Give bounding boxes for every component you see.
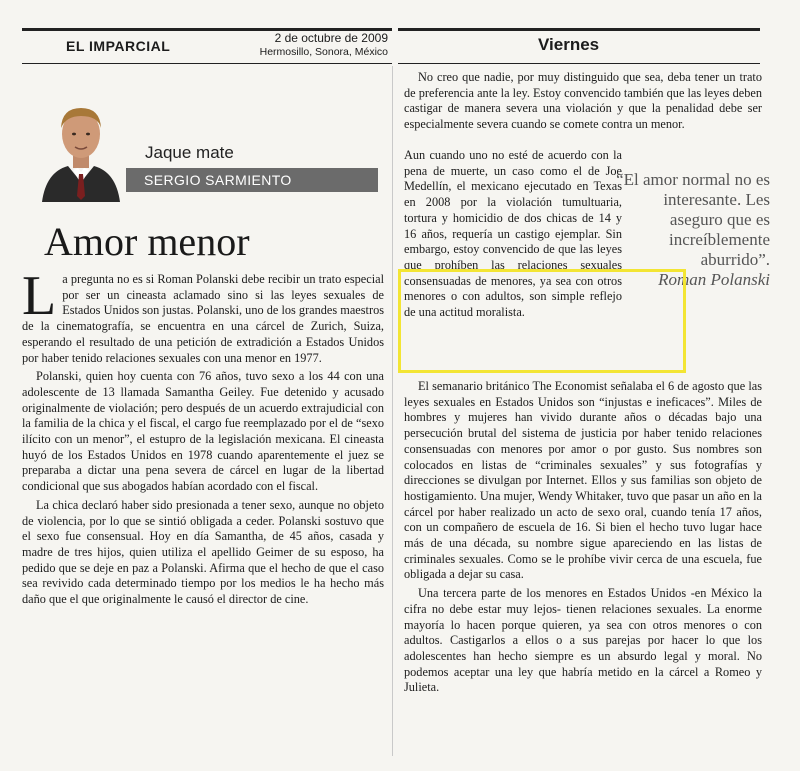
drop-cap: L [22, 265, 57, 327]
location: Hermosillo, Sonora, México [259, 46, 388, 58]
day-name: Viernes [538, 35, 600, 54]
pull-quote-author: Roman Polanski [658, 270, 770, 289]
paragraph-4: No creo que nadie, por muy distinguido que sea, deba tener un trato de preferencia ante la ley. Estoy convencido también que las leyes deben castigar de manera severa una violación y que la penalidad debe ser especialmente severa cuando se comete contra un menor. [404, 70, 762, 132]
pull-quote-text: “El amor normal no es interesante. Les aseguro que es increíblemente aburrido”. [616, 170, 770, 269]
dateline [260, 31, 388, 59]
article-column-left [22, 265, 384, 611]
column-divider [392, 66, 393, 756]
paragraph-2: Polanski, quien hoy cuenta con 76 años, tuvo sexo a los 44 con una adolescente de 13 llamada Samantha Geiley. Fue detenido y acusado originalmente de violación; pero después de un acuerdo extrajudicial con la familia de la chica y el fiscal, el cargo fue reemplazado por el de “sexo ilícito con un menor”, el estupro de la legislación mexicana. El cineasta huyó de los Estados Unidos en 1978 cuando aparentemente el juez se preparaba a dictar una pena severa de cárcel en lugar de la libertad condicional que sus abogados habían acordado con el fiscal. [22, 369, 384, 494]
headline: Amor menor [44, 219, 250, 264]
paragraph-4-continued: Aun cuando uno no esté de acuerdo con la pena de muerte, un caso como el de Joe Medellín, el mexicano ejecutado en Texas en 2008 por la violación tumultuaria, tortura y homicidio de dos chicas de 14 y 16 años, requería un castigo ejemplar. Sin embargo, estoy convencido de que las leyes que prohíben las relaciones sexuales consensuadas de menores, ya sea con otros menores o con adultos, son simple reflejo de una actitud moralista. [404, 148, 622, 320]
highlight-box [398, 269, 686, 373]
paragraph-1-text: a pregunta no es si Roman Polanski debe recibir un trato especial por ser un cineasta aclamado sino si las leyes sexuales de Estados Unidos son justas. Polanski, uno de los grandes maestros de la cinematografía, se encuentra en una cárcel de Zurich, Suiza, esperando el resultado de una petición de extradición a Estados Unidos por haber tenido relaciones sexuales con una menor en 1977. [22, 272, 384, 365]
paper-name: EL IMPARCIAL [66, 38, 171, 54]
paragraph-5: El semanario británico The Economist señalaba el 6 de agosto que las leyes sexuales en Estados Unidos son “injustas e ineficaces”. Miles de hombres y mujeres han vivido durante años o décadas bajo una persecución brutal del sistema de justicia por haber tenido relaciones consensuadas con menores por amor o por gusto. Sus nombres son colocados en listas de “criminales sexuales” y sus fotografías y direcciones se divulgan por Internet. Ellos y sus familias son objeto de hostigamiento. Una mujer, Wendy Whitaker, tuvo que pasar un año en la cárcel por haber realizado un acto de sexo oral, cuando tenía 17 años, con un compañero de escuela de 16. Si bien el hecho tuvo lugar hace más de una década, su nombre sigue apareciendo en las listas de criminales sexuales. Como se le prohíbe vivir cerca de una escuela, fue obligada a dejar su casa. [404, 379, 762, 582]
paragraph-1 [22, 265, 384, 366]
paragraph-6: Una tercera parte de los menores en Estados Unidos -en México la cifra no debe estar muy lejos- tienen relaciones sexuales. La enorme mayoría lo hacen porque quieren, ya sea con otros menores o con adultos. Castigarlos a ellos o a sus parejas por hacer lo que los adolescentes han hecho siempre es un absurdo legal y moral. No podemos aceptar una ley que habría metido en la cárcel a Romeo y Julieta. [404, 586, 762, 695]
column-section-name: Jaque mate [145, 143, 234, 162]
date: 2 de octubre de 2009 [274, 31, 388, 45]
article-column-right-top [404, 70, 762, 133]
masthead [22, 28, 392, 64]
author-byline: SERGIO SARMIENTO [144, 172, 292, 188]
masthead-right [398, 28, 760, 64]
paragraph-3: La chica declaró haber sido presionada a tener sexo, aunque no objeto de violencia, por lo que se sintió obligada a ceder. Polanski sostuvo que el sexo fue consensual. Hoy en día Samantha, de 45 años, casada y madre de tres hijos, quien utiliza el apellido Geimer de su esposo, ha pedido que se deje en paz a Polanski. Afirma que el hecho de que el caso sea revivido cada determinado tiempo por los medios le ha hecho más daño que el que originalmente le causó el director de cine. [22, 497, 384, 607]
article-column-right-bottom [404, 379, 762, 699]
author-photo [40, 92, 122, 202]
